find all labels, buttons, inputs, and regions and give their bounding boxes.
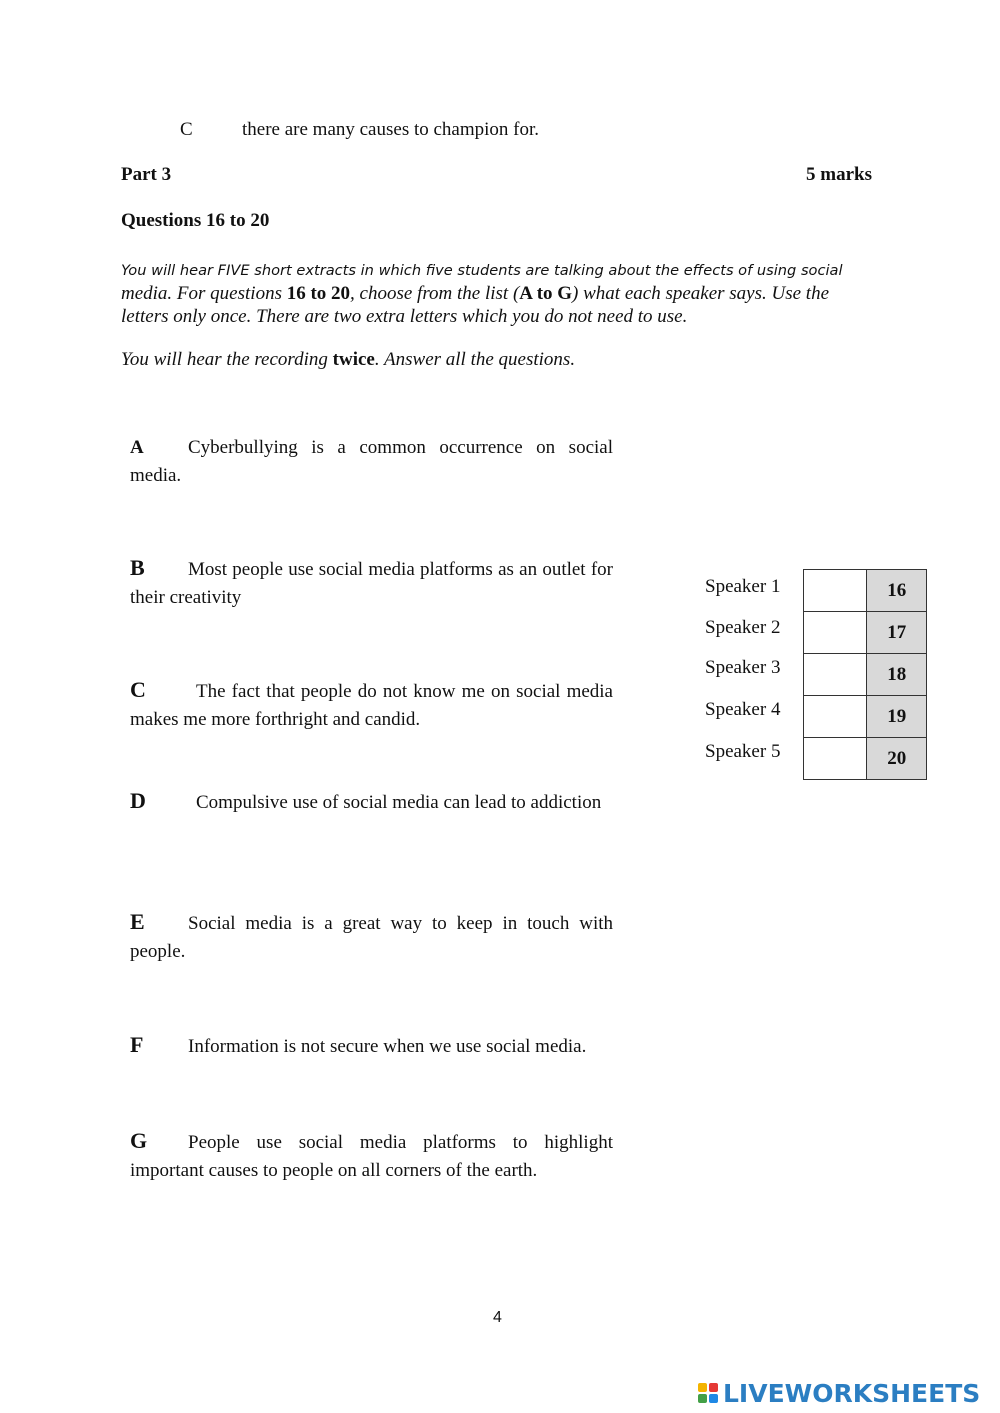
option-a xyxy=(130,434,613,490)
option-text: Cyberbullying is a common occurrence on social media. xyxy=(130,437,613,486)
speaker-label-2: Speaker 2 xyxy=(705,617,781,638)
carryover-text: there are many causes to champion for. xyxy=(242,119,540,140)
brand-name: LIVEWORKSHEETS xyxy=(723,1378,981,1408)
question-number: 16 xyxy=(867,570,927,612)
question-number: 18 xyxy=(867,654,927,696)
answer-row xyxy=(804,612,927,654)
option-text: People use social media platforms to highlight important causes to people on all corners of the earth. xyxy=(130,1132,613,1181)
instructions-line-1: You will hear FIVE short extracts in which five students are talking about the effects of using social xyxy=(121,262,843,279)
speaker-label-5: Speaker 5 xyxy=(705,741,781,762)
answer-grid xyxy=(803,569,927,780)
recording-note xyxy=(121,349,575,371)
recording-c: . Answer all the questions. xyxy=(374,349,576,370)
instructions-line-3: letters only once. There are two extra letters which you do not need to use. xyxy=(121,306,688,327)
speaker-label-4: Speaker 4 xyxy=(705,699,781,720)
marks-label: 5 marks xyxy=(806,164,872,185)
option-d xyxy=(130,787,613,817)
answer-box-20[interactable] xyxy=(804,738,867,780)
option-letter: G xyxy=(130,1128,148,1153)
carryover-letter: C xyxy=(180,119,193,140)
answer-box-19[interactable] xyxy=(804,696,867,738)
option-text: Information is not secure when we use social media. xyxy=(188,1036,587,1057)
recording-a: You will hear the recording xyxy=(121,349,333,370)
answer-row xyxy=(804,570,927,612)
answer-box-18[interactable] xyxy=(804,654,867,696)
option-text: Social media is a great way to keep in touch with people. xyxy=(130,913,613,962)
liveworksheets-icon xyxy=(697,1382,719,1404)
answer-row xyxy=(804,738,927,780)
answer-box-17[interactable] xyxy=(804,612,867,654)
option-f xyxy=(130,1031,613,1061)
question-number: 20 xyxy=(867,738,927,780)
instructions-l2d: A to G xyxy=(519,283,573,304)
answer-row xyxy=(804,696,927,738)
option-text: The fact that people do not know me on social media makes me more forthright and candid. xyxy=(130,681,613,730)
instructions-l2a: media. For questions xyxy=(121,283,287,304)
instructions-l2e: ) what each speaker says. Use the xyxy=(572,283,830,304)
option-b xyxy=(130,554,613,612)
option-letter: C xyxy=(130,677,146,702)
question-number: 19 xyxy=(867,696,927,738)
option-letter: F xyxy=(130,1032,144,1057)
question-number: 17 xyxy=(867,612,927,654)
option-text: Most people use social media platforms as an outlet for their creativity xyxy=(130,559,613,608)
carryover-option xyxy=(180,119,539,141)
recording-b: twice xyxy=(332,349,375,370)
option-e xyxy=(130,908,613,966)
liveworksheets-logo xyxy=(697,1376,980,1410)
questions-heading: Questions 16 to 20 xyxy=(121,210,270,231)
option-c xyxy=(130,676,613,734)
part-label: Part 3 xyxy=(121,164,172,185)
answer-box-16[interactable] xyxy=(804,570,867,612)
instructions xyxy=(121,258,879,328)
option-letter: D xyxy=(130,788,146,813)
option-letter: E xyxy=(130,909,145,934)
answer-row xyxy=(804,654,927,696)
speaker-label-3: Speaker 3 xyxy=(705,657,781,678)
option-g xyxy=(130,1127,613,1185)
page-number: 4 xyxy=(493,1309,502,1326)
instructions-l2c: , choose from the list ( xyxy=(350,283,520,304)
option-letter: B xyxy=(130,555,145,580)
option-letter: A xyxy=(130,437,144,458)
speaker-label-1: Speaker 1 xyxy=(705,576,781,597)
instructions-l2b: 16 to 20 xyxy=(286,283,351,304)
option-text: Compulsive use of social media can lead to addiction xyxy=(196,792,602,813)
